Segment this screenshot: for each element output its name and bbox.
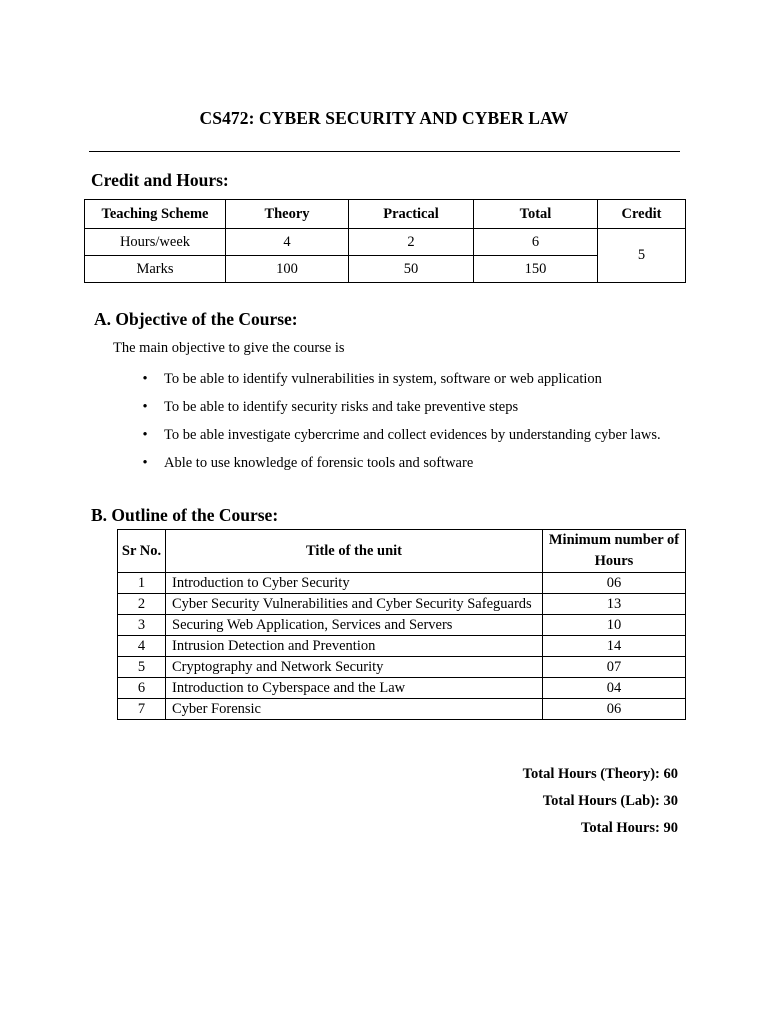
credit-hours-heading: Credit and Hours: (91, 170, 229, 190)
list-item-text: To be able investigate cybercrime and collect evidences by understanding cyber laws. (164, 427, 661, 443)
unit-hours: 13 (543, 594, 686, 615)
practical-value: 50 (349, 256, 474, 283)
total-hours-lab: Total Hours (Lab): 30 (542, 793, 678, 809)
header-theory: Theory (226, 200, 349, 229)
list-item (140, 394, 680, 420)
total-hours-theory: Total Hours (Theory): 60 (522, 766, 678, 782)
total-hours: Total Hours: 90 (581, 820, 678, 836)
credit-hours-table (84, 199, 686, 283)
bullet-icon: • (142, 427, 148, 443)
header-min-hours: Minimum number of Hours (543, 530, 686, 573)
bullet-icon: • (142, 399, 148, 415)
list-item (140, 366, 680, 392)
table-row (118, 657, 686, 678)
row-label: Marks (85, 256, 226, 283)
unit-hours: 07 (543, 657, 686, 678)
total-value: 6 (474, 229, 598, 256)
objective-list (140, 366, 680, 478)
table-row (118, 636, 686, 657)
unit-sr: 1 (118, 573, 166, 594)
unit-sr: 3 (118, 615, 166, 636)
table-row (118, 678, 686, 699)
objective-heading: A. Objective of the Course: (94, 309, 298, 329)
total-value: 150 (474, 256, 598, 283)
table-row (118, 699, 686, 720)
bullet-icon: • (142, 371, 148, 387)
outline-heading: B. Outline of the Course: (91, 505, 279, 525)
table-row (118, 594, 686, 615)
table-row (85, 256, 686, 283)
outline-table (117, 529, 686, 720)
header-sr-no: Sr No. (118, 530, 166, 573)
unit-sr: 2 (118, 594, 166, 615)
bullet-icon: • (142, 455, 148, 471)
header-unit-title: Title of the unit (166, 530, 543, 573)
theory-value: 100 (226, 256, 349, 283)
unit-hours: 06 (543, 699, 686, 720)
unit-title: Securing Web Application, Services and Servers (166, 615, 543, 636)
practical-value: 2 (349, 229, 474, 256)
list-item-text: To be able to identify security risks and take preventive steps (164, 399, 519, 415)
unit-hours: 06 (543, 573, 686, 594)
unit-title: Cyber Forensic (166, 699, 543, 720)
header-teaching-scheme: Teaching Scheme (85, 200, 226, 229)
page-title: CS472: CYBER SECURITY AND CYBER LAW (199, 108, 569, 128)
unit-hours: 04 (543, 678, 686, 699)
unit-title: Introduction to Cyberspace and the Law (166, 678, 543, 699)
unit-title: Cryptography and Network Security (166, 657, 543, 678)
list-item-text: To be able to identify vulnerabilities in system, software or web application (164, 371, 602, 387)
table-row (118, 573, 686, 594)
objective-intro: The main objective to give the course is (113, 340, 345, 356)
unit-title: Introduction to Cyber Security (166, 573, 543, 594)
unit-sr: 7 (118, 699, 166, 720)
theory-value: 4 (226, 229, 349, 256)
list-item (140, 422, 680, 448)
table-row (118, 615, 686, 636)
header-total: Total (474, 200, 598, 229)
unit-hours: 10 (543, 615, 686, 636)
header-credit: Credit (598, 200, 686, 229)
unit-title: Intrusion Detection and Prevention (166, 636, 543, 657)
header-practical: Practical (349, 200, 474, 229)
title-divider (89, 151, 680, 152)
unit-sr: 4 (118, 636, 166, 657)
credit-value: 5 (598, 229, 686, 283)
list-item-text: Able to use knowledge of forensic tools and software (164, 455, 474, 471)
unit-sr: 5 (118, 657, 166, 678)
unit-title: Cyber Security Vulnerabilities and Cyber Security Safeguards (166, 594, 543, 615)
row-label: Hours/week (85, 229, 226, 256)
unit-sr: 6 (118, 678, 166, 699)
table-header-row (85, 200, 686, 229)
table-header-row (118, 530, 686, 573)
unit-hours: 14 (543, 636, 686, 657)
table-row (85, 229, 686, 256)
list-item (140, 450, 680, 476)
